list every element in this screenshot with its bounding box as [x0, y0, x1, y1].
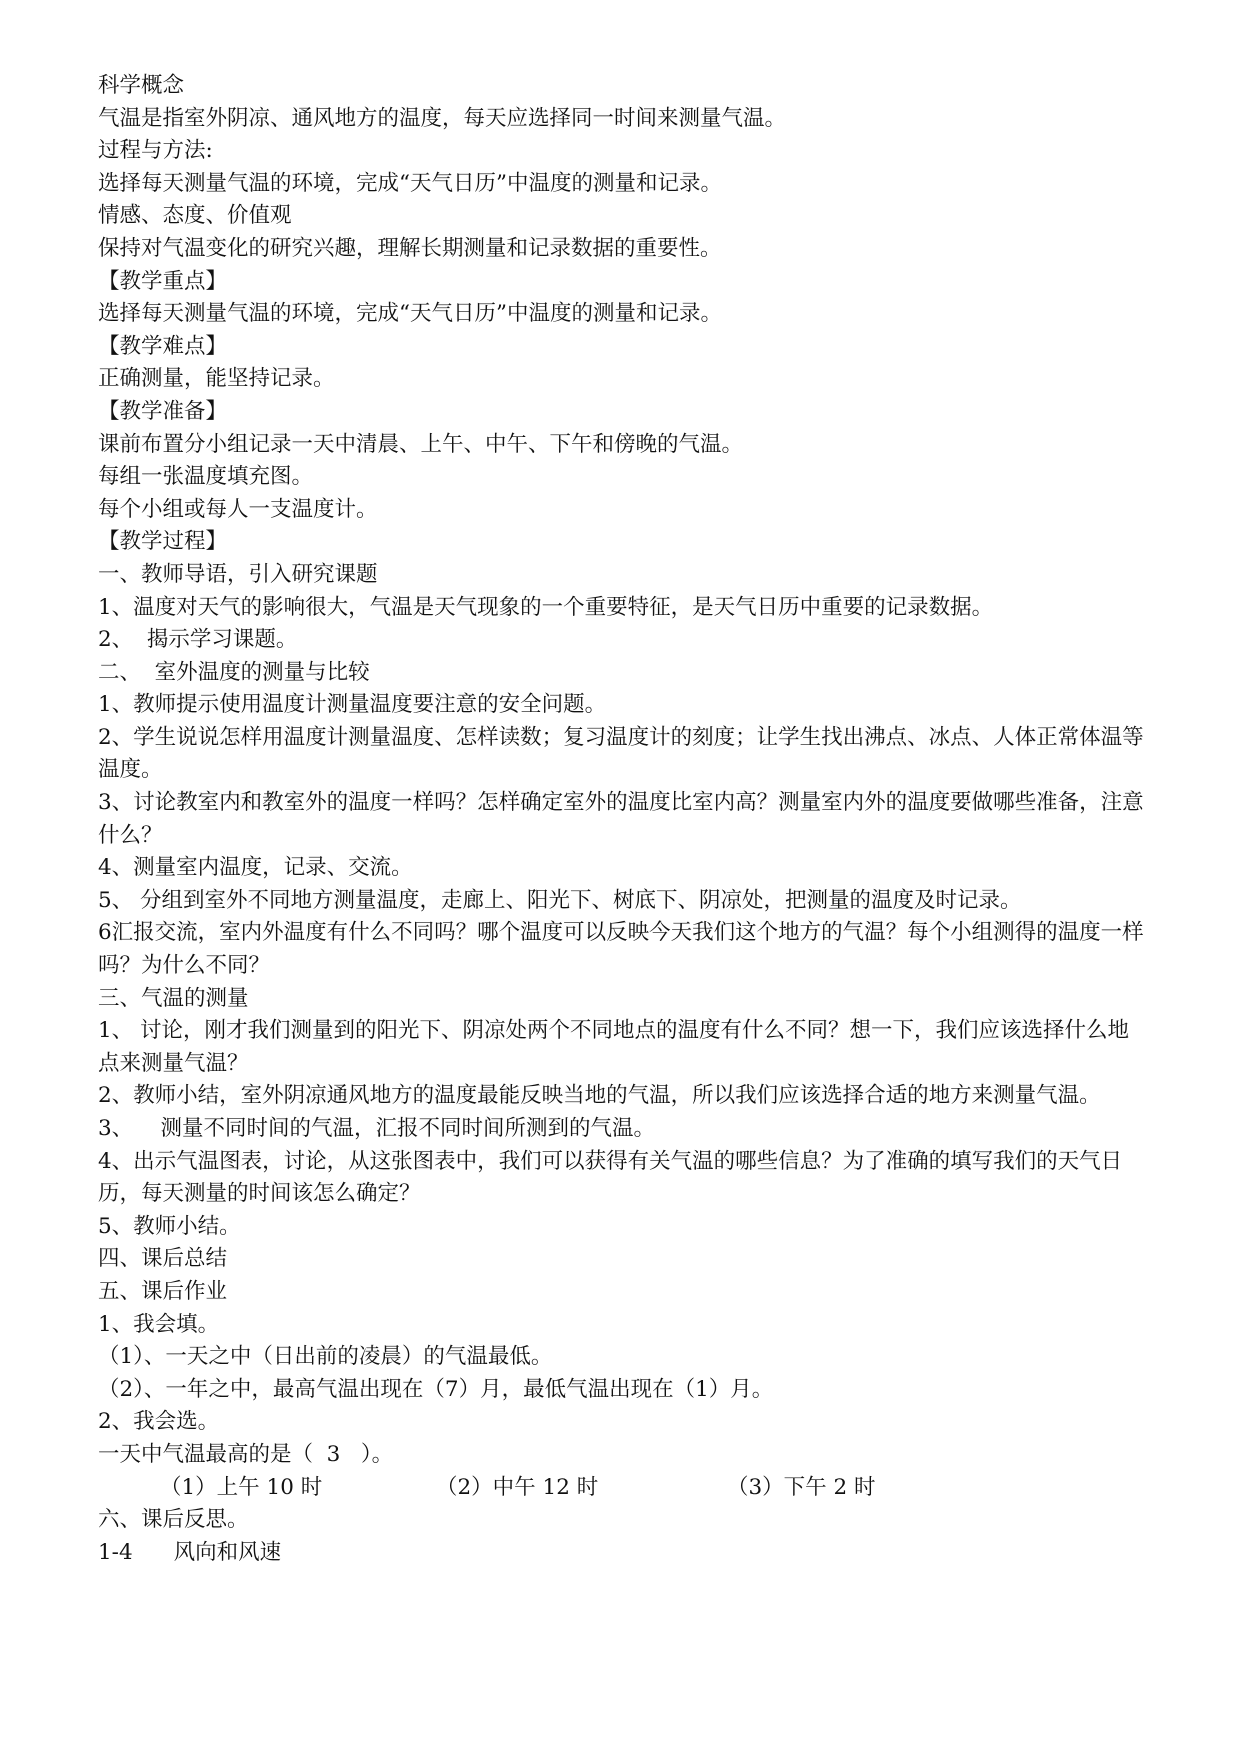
- section-title: 二、 室外温度的测量与比较: [98, 659, 370, 685]
- process-heading: 【教学过程】: [98, 529, 228, 555]
- homework-fill-item: （1）、一天之中（日出前的凌晨）的气温最低。: [98, 1344, 553, 1370]
- choice-option: （3）下午 2 时: [727, 1474, 876, 1500]
- section-title: 一、教师导语，引入研究课题: [98, 561, 378, 587]
- section-item: 2、 揭示学习课题。: [98, 627, 298, 653]
- attitude-heading: 情感、态度、价值观: [98, 203, 292, 229]
- section-item: 5、 分组到室外不同地方测量温度，走廊上、阳光下、树底下、阴凉处，把测量的温度及时记录。: [98, 887, 1022, 913]
- section-title: 三、气温的测量: [98, 985, 249, 1011]
- section-item: 1、 讨论，刚才我们测量到的阳光下、阴凉处两个不同地点的温度有什么不同？想一下，我们应该选择什么地点来测量气温？: [98, 1018, 1130, 1076]
- choice-option: （1）上午 10 时: [160, 1474, 323, 1500]
- section-item: 4、出示气温图表，讨论，从这张图表中，我们可以获得有关气温的哪些信息？为了准确的填写我们的天气日历，每天测量的时间该怎么确定？: [98, 1148, 1123, 1207]
- process-method-text: 选择每天测量气温的环境，完成“天气日历”中温度的测量和记录。: [98, 170, 722, 196]
- section-item: 1、温度对天气的影响很大，气温是天气现象的一个重要特征，是天气日历中重要的记录数据。: [98, 594, 994, 620]
- preparation-heading: 【教学准备】: [98, 398, 228, 424]
- section-item: 3、 测量不同时间的气温，汇报不同时间所测到的气温。: [98, 1116, 656, 1141]
- homework-fill-item: （2）、一年之中，最高气温出现在（7）月，最低气温出现在（1）月。: [98, 1376, 774, 1402]
- next-lesson-number: 1-4: [98, 1539, 133, 1565]
- section-item: 2、教师小结，室外阴凉通风地方的温度最能反映当地的气温，所以我们应该选择合适的地方来测量气温。: [98, 1083, 1101, 1109]
- section-item: 2、学生说说怎样用温度计测量温度、怎样读数；复习温度计的刻度；让学生找出沸点、冰点、人体正常体温等温度。: [98, 724, 1144, 783]
- section-item: 6汇报交流，室内外温度有什么不同吗？哪个温度可以反映今天我们这个地方的气温？每个小组测得的温度一样吗？为什么不同？: [98, 920, 1144, 979]
- key-points-heading: 【教学重点】: [98, 268, 228, 294]
- section-title: 六、课后反思。: [98, 1507, 249, 1533]
- process-method-heading: 过程与方法:: [98, 138, 213, 164]
- section-item: 1、教师提示使用温度计测量温度要注意的安全问题。: [98, 692, 607, 718]
- preparation-item: 每个小组或每人一支温度计。: [98, 496, 378, 522]
- homework-choose-heading: 2、我会选。: [98, 1409, 220, 1435]
- concept-heading: 科学概念: [98, 73, 185, 98]
- homework-choose-options: [98, 1472, 1148, 1505]
- section-title: 四、课后总结: [98, 1246, 228, 1272]
- homework-choose-question: 一天中气温最高的是（ 3 ）。: [98, 1441, 394, 1467]
- key-points-text: 选择每天测量气温的环境，完成“天气日历”中温度的测量和记录。: [98, 301, 722, 327]
- section-item: 4、测量室内温度，记录、交流。: [98, 855, 413, 881]
- difficulties-heading: 【教学难点】: [98, 333, 228, 359]
- concept-text: 气温是指室外阴凉、通风地方的温度，每天应选择同一时间来测量气温。: [98, 105, 787, 131]
- next-lesson-name: 风向和风速: [173, 1539, 282, 1565]
- homework-fill-heading: 1、我会填。: [98, 1311, 220, 1337]
- section-title: 五、课后作业: [98, 1278, 228, 1304]
- choice-option: （2）中午 12 时: [436, 1474, 599, 1500]
- difficulties-text: 正确测量，能坚持记录。: [98, 366, 335, 392]
- section-item: 3、讨论教室内和教室外的温度一样吗？怎样确定室外的温度比室内高？测量室内外的温度要做哪些准备，注意什么？: [98, 790, 1144, 848]
- attitude-text: 保持对气温变化的研究兴趣，理解长期测量和记录数据的重要性。: [98, 235, 722, 261]
- preparation-item: 每组一张温度填充图。: [98, 464, 314, 490]
- document-page: [98, 70, 1148, 1569]
- preparation-item: 课前布置分小组记录一天中清晨、上午、中午、下午和傍晚的气温。: [98, 431, 744, 457]
- section-item: 5、教师小结。: [98, 1213, 241, 1239]
- next-lesson-title: [98, 1537, 1148, 1570]
